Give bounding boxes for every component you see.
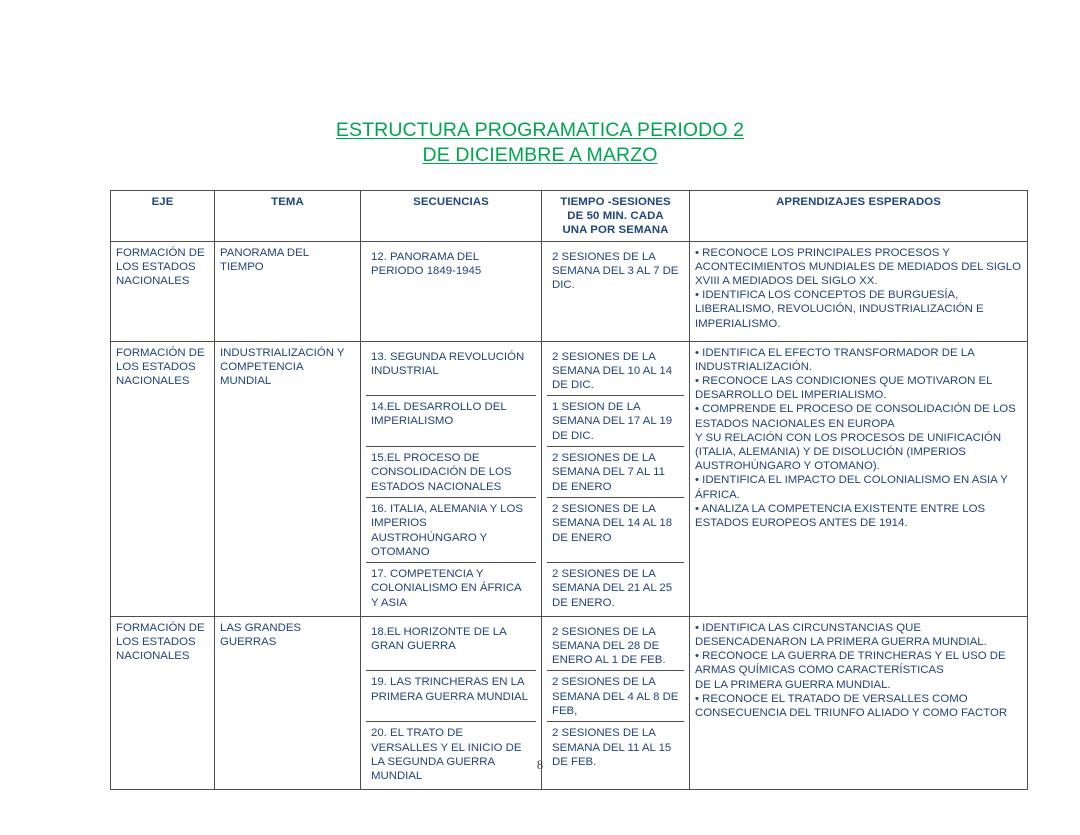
tiempo-subrow bbox=[547, 722, 684, 786]
cell-tema: INDUSTRIALIZACIÓN Y COMPETENCIA MUNDIAL bbox=[215, 341, 361, 616]
tiempo-subrow bbox=[547, 246, 684, 296]
cell-aprendizajes bbox=[690, 341, 1028, 616]
secuencia-subrow bbox=[366, 671, 536, 722]
secuencia-text: 12. PANORAMA DEL PERIODO 1849-1945 bbox=[371, 250, 482, 277]
tiempo-text: 2 SESIONES DE LA SEMANA DEL 3 AL 7 DE DIC. bbox=[552, 250, 679, 292]
tiempo-text: 1 SESION DE LA SEMANA DEL 17 AL 19 DE DIC. bbox=[547, 396, 684, 447]
column-header-eje: EJE bbox=[111, 191, 215, 242]
page-title-line-1: ESTRUCTURA PROGRAMATICA PERIODO 2 bbox=[335, 119, 745, 141]
aprendizaje-line: DE LA PRIMERA GUERRA MUNDIAL. bbox=[695, 678, 891, 691]
aprendizaje-line: XVIII A MEDIADOS DEL SIGLO XX. bbox=[695, 275, 878, 288]
secuencia-subrow bbox=[366, 498, 536, 563]
column-header-tiempo-line-1: TIEMPO -SESIONES bbox=[560, 196, 671, 208]
column-header-tiempo-line-3: UNA POR SEMANA bbox=[562, 224, 669, 237]
aprendizaje-line: • RECONOCE LAS CONDICIONES QUE MOTIVARON EL DESARROLLO DEL IMPERIALISMO. bbox=[695, 375, 993, 402]
secuencia-subrow bbox=[366, 346, 536, 396]
programatic-structure-table bbox=[110, 190, 1021, 790]
cell-tiempo bbox=[542, 341, 690, 616]
cell-tema: LAS GRANDES GUERRAS bbox=[215, 616, 361, 789]
tiempo-sublist bbox=[547, 246, 684, 296]
aprendizaje-line: • RECONOCE LOS PRINCIPALES PROCESOS Y ACONTECIMIENTOS MUNDIALES DE MEDIADOS DEL SIGLO bbox=[695, 246, 1021, 273]
tiempo-subrow bbox=[547, 346, 684, 396]
tiempo-subrow bbox=[547, 447, 684, 498]
column-header-aprendizajes: APRENDIZAJES ESPERADOS bbox=[690, 191, 1028, 242]
secuencias-sublist bbox=[366, 246, 536, 296]
secuencia-text: 15.EL PROCESO DE CONSOLIDACIÓN DE LOS ESTADOS NACIONALES bbox=[366, 447, 536, 498]
page-number: 8 bbox=[536, 758, 544, 772]
tiempo-text: 2 SESIONES DE LA SEMANA DEL 14 AL 18 DE ENERO bbox=[547, 498, 684, 563]
column-header-tiempo bbox=[542, 191, 690, 242]
tiempo-text: 2 SESIONES DE LA SEMANA DEL 28 DE ENERO AL 1 DE FEB. bbox=[547, 621, 684, 671]
secuencia-subrow bbox=[366, 621, 536, 671]
aprendizaje-line: • COMPRENDE EL PROCESO DE CONSOLIDACIÓN DE LOS ESTADOS NACIONALES EN EUROPA bbox=[695, 403, 1016, 430]
curriculum-table bbox=[110, 190, 1028, 790]
secuencia-text: 14.EL DESARROLLO DEL IMPERIALISMO bbox=[366, 396, 536, 447]
aprendizaje-line: Y SU RELACIÓN CON LOS PROCESOS DE UNIFICACIÓN (ITALIA, ALEMANIA) Y DE DISOLUCIÓN (IMPERIOS bbox=[695, 431, 1002, 459]
aprendizaje-line: • IDENTIFICA LAS CIRCUNSTANCIAS QUE DESENCADENARON LA PRIMERA GUERRA MUNDIAL. bbox=[695, 621, 987, 649]
aprendizaje-line: • IDENTIFICA EL EFECTO TRANSFORMADOR DE LA INDUSTRIALIZACIÓN. bbox=[695, 346, 975, 373]
column-header-tiempo-line-2: DE 50 MIN. CADA bbox=[567, 210, 664, 223]
secuencia-text: 17. COMPETENCIA Y COLONIALISMO EN ÁFRICA Y ASIA bbox=[371, 568, 522, 609]
secuencia-text: 16. ITALIA, ALEMANIA Y LOS IMPERIOS AUSTROHÚNGARO Y OTOMANO bbox=[366, 498, 536, 563]
aprendizaje-line: AUSTROHÚNGARO Y OTOMANO). bbox=[695, 460, 880, 473]
secuencia-subrow bbox=[366, 722, 536, 786]
aprendizaje-line: • ANALIZA LA COMPETENCIA EXISTENTE ENTRE LOS ESTADOS EUROPEOS ANTES DE 1914. bbox=[695, 502, 986, 530]
secuencia-text: 19. LAS TRINCHERAS EN LA PRIMERA GUERRA MUNDIAL bbox=[366, 671, 536, 722]
cell-eje: FORMACIÓN DE LOS ESTADOS NACIONALES bbox=[111, 341, 215, 616]
tiempo-subrow bbox=[547, 563, 684, 613]
table-body bbox=[111, 241, 1028, 790]
secuencia-subrow bbox=[366, 447, 536, 498]
cell-eje: FORMACIÓN DE LOS ESTADOS NACIONALES bbox=[111, 616, 215, 789]
cell-tema: PANORAMA DEL TIEMPO bbox=[215, 241, 361, 341]
page-title-line-2: DE DICIEMBRE A MARZO bbox=[422, 144, 658, 166]
column-header-secuencias: SECUENCIAS bbox=[361, 191, 542, 242]
cell-secuencias bbox=[361, 241, 542, 341]
page-title bbox=[0, 118, 1080, 167]
secuencias-sublist bbox=[366, 346, 536, 613]
cell-secuencias bbox=[361, 341, 542, 616]
column-header-tema: TEMA bbox=[215, 191, 361, 242]
aprendizaje-line: • RECONOCE EL TRATADO DE VERSALLES COMO CONSECUENCIA DEL TRIUNFO ALIADO Y COMO FACTOR bbox=[695, 692, 1008, 720]
tiempo-text: 2 SESIONES DE LA SEMANA DEL 7 AL 11 DE ENERO bbox=[547, 447, 684, 498]
tiempo-sublist bbox=[547, 346, 684, 613]
aprendizaje-line: • IDENTIFICA EL IMPACTO DEL COLONIALISMO EN ASIA Y ÁFRICA. bbox=[695, 474, 1008, 501]
tiempo-text: 2 SESIONES DE LA SEMANA DEL 11 AL 15 DE FEB. bbox=[552, 727, 672, 768]
tiempo-subrow bbox=[547, 621, 684, 671]
secuencia-subrow bbox=[366, 563, 536, 613]
secuencia-text: 18.EL HORIZONTE DE LA GRAN GUERRA bbox=[366, 621, 536, 671]
table-row bbox=[111, 341, 1028, 616]
cell-aprendizajes bbox=[690, 241, 1028, 341]
tiempo-subrow bbox=[547, 396, 684, 447]
secuencia-subrow bbox=[366, 396, 536, 447]
tiempo-subrow bbox=[547, 498, 684, 563]
cell-eje: FORMACIÓN DE LOS ESTADOS NACIONALES bbox=[111, 241, 215, 341]
tiempo-text: 2 SESIONES DE LA SEMANA DEL 21 AL 25 DE ENERO. bbox=[552, 568, 673, 609]
secuencia-text: 13. SEGUNDA REVOLUCIÓN INDUSTRIAL bbox=[366, 346, 536, 396]
cell-tiempo bbox=[542, 241, 690, 341]
table-row bbox=[111, 241, 1028, 341]
secuencia-subrow bbox=[366, 246, 536, 296]
secuencia-text: 20. EL TRATO DE VERSALLES Y EL INICIO DE LA SEGUNDA GUERRA MUNDIAL bbox=[371, 727, 522, 782]
tiempo-text: 2 SESIONES DE LA SEMANA DEL 4 AL 8 DE FEB, bbox=[547, 671, 684, 722]
aprendizaje-line: • IDENTIFICA LOS CONCEPTOS DE BURGUESÍA, LIBERALISMO, REVOLUCIÓN, INDUSTRIALIZACIÓN E IMPERIALISMO. bbox=[695, 289, 984, 330]
tiempo-subrow bbox=[547, 671, 684, 722]
table-header-row bbox=[111, 191, 1028, 242]
tiempo-text: 2 SESIONES DE LA SEMANA DEL 10 AL 14 DE DIC. bbox=[547, 346, 684, 396]
aprendizaje-line: • RECONOCE LA GUERRA DE TRINCHERAS Y EL USO DE ARMAS QUÍMICAS COMO CARACTERÍSTICAS bbox=[695, 650, 1006, 677]
